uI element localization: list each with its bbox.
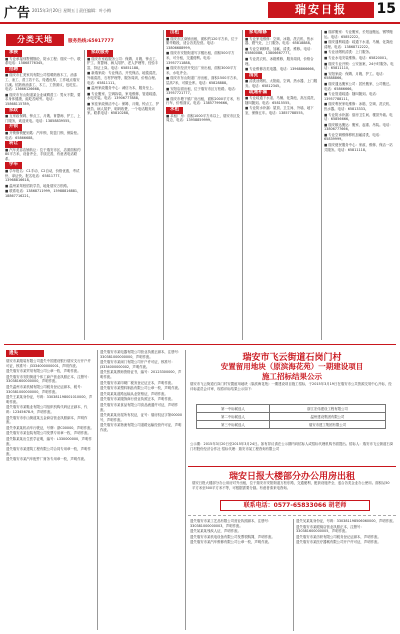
notice-item: 遗失瑞安市某眼镜店营业执照正本，注册号：330381600000005，声明作废。: [296, 524, 364, 534]
ad-item: ■ 瑞祥搬家：专业搬家、长短途搬运、钢琴搬运。电话：65852222。: [324, 30, 393, 39]
category-label: 清洗: [245, 73, 262, 80]
category-label: 招聘: [5, 67, 22, 74]
lost-notices-mid: [100, 350, 182, 631]
classified-column-3: [166, 30, 240, 340]
rent-hotline: 联系电话：0577-65833066 胡老师: [220, 500, 370, 511]
notice-item: 遗失李某某机动车行驶证，号牌：浙C00000，声明作废。: [6, 425, 94, 430]
ad-item: ■ 专业维修各类电器，电话：13968866666。: [245, 67, 318, 72]
lost-notice-header: 遗失: [6, 350, 44, 357]
classified-column-1: [5, 50, 82, 340]
column-divider: [321, 30, 322, 340]
section-transfer: [5, 141, 82, 161]
ad-item: ■ 温州家政服务中心：诚信为本，服务至上。: [87, 86, 156, 91]
tender-footer: [190, 442, 394, 464]
table-cell: 温州建设集团有限公司: [269, 413, 385, 421]
ad-item: ■ 专业防水补漏：厨房卫生间、楼顶外墙。电话：65856666。: [324, 112, 393, 122]
ad-item: ■ 互家政保姆、钟点工、月嫂、育婴师、护工，上门服务，欢迎来电。电话：13858839555。: [5, 114, 81, 123]
ad-item: ■ 新瑞家政：专业保洁、开荒保洁、地毯清洗、外墙清洗、石材护理等，服务周到，价格合理。电话：65811111。: [87, 71, 160, 85]
table-cell: 瑞安市建工集团有限公司: [269, 421, 385, 429]
notice-item: 遗失瑞安市某汽车配件厂财务专用章一枚，声明作废。: [6, 457, 88, 462]
ad-item: ■ 专业管道疏通：随叫随到。电话：13957788111。: [324, 92, 380, 101]
ad-item: ■ 瑞安顺达搬运：搬家、起重、吊装。电话：13806777666。: [324, 122, 393, 132]
section-divider: [188, 515, 396, 516]
section-label: 广告: [4, 6, 31, 21]
notice-item: 遗失瑞安市某建筑工程有限公司合同专用章一枚，声明作废。: [6, 447, 91, 456]
table-cell: 第二中标候选人: [197, 413, 270, 421]
notice-item: 遗失瑞安市某食品有限公司食品流通许可证，声明作废。: [100, 402, 178, 412]
classified-column-5: [324, 30, 396, 340]
ad-item: ■ 学车报名：C1手动、C2自动，价格优惠，考试快、拿证快。报名电话：65811777、13968816618。: [5, 169, 80, 183]
masthead: [0, 0, 400, 24]
ad-item: ■ 专业空调移机、加氟、清洗、维修。电话：65860088、13806667777。: [245, 46, 314, 56]
notice-item: 遗失瑞安市东山街道某五金商店营业执照副本，声明作废。: [6, 415, 88, 425]
ad-item: ■ 专业空调维修移机加氟清洗，电话：65839999。: [324, 132, 383, 142]
column-divider: [84, 50, 85, 340]
section-recruit: [5, 67, 82, 107]
ad-item: ■ 安阳店面出租，位于瑞安市区万松路。电话：13957721777。: [166, 86, 239, 96]
ad-item: ■ 瑞安通利疏通：疏通下水道、马桶、化粪池清理。电话：13868712222。: [324, 40, 393, 49]
notice-item: 遗失瑞安市某贸易有限公司公章一枚，声明作废。: [6, 369, 81, 374]
category-label: 开锁: [5, 124, 22, 131]
category-label: 学车: [5, 162, 22, 169]
classified-column-4: [245, 30, 319, 340]
page-number: 15: [376, 1, 396, 17]
category-label: 承接: [5, 50, 22, 57]
classified-banner: 分类天地: [6, 34, 64, 46]
notice-item: 遗失瑞安市某服饰商行营业执照正本，声明作废。: [100, 397, 175, 402]
ad-item: ■ 专业疏通下水道、马桶、化粪池，高压清洗，随叫随到。电话：65815555。: [245, 96, 318, 105]
ad-item: ■ 瑞安市东山街道某企业诚聘普工：男女不限，要求身体健康，能吃苦耐劳。电话：15868115789。: [5, 92, 81, 106]
table-cell: 第三中标候选人: [197, 421, 270, 429]
tender-title-1: 瑞安市飞云街道石岗门村: [242, 353, 342, 363]
ad-item: ■ 瑞安专业开锁：公安备案，24小时服务。电话：65811110。: [324, 61, 394, 71]
section-divider: [4, 344, 396, 345]
notice-item: 遗失吴某某身份证，号码：330381198506060000，声明作废。: [296, 519, 396, 523]
notice-item: 瑞安市某服装有限公司遗失中国建设银行瑞安支行开户许可证，核准号：J3334000000001，声明作废。: [6, 359, 91, 368]
section-housekeeping: [5, 108, 82, 124]
lost-notices-right-2: [296, 519, 396, 631]
ad-item: ■ 汽车美容店铺转让：位于瑞安市区，店面面积约80平方米，设备齐全，手续完善，有意者电话联系。: [5, 147, 81, 161]
date-line: 2015年3月20日 星期五 | 责任编辑：叶小梅: [32, 8, 111, 13]
table-row: [197, 405, 386, 413]
notice-item: 遗失瑞安市某包装有限公司发票专用章一枚，声明作废。: [6, 431, 91, 436]
category-label: 家电维修: [245, 30, 271, 37]
notice-item: 遗失陈某某出生医学证明，编号：L330000000，声明作废。: [6, 436, 92, 446]
category-label: 求租: [166, 107, 183, 114]
bid-result-table: [196, 404, 386, 429]
classified-column-2: [87, 50, 161, 340]
table-cell: 浙江宏伟建设工程有限公司: [269, 405, 385, 413]
column-divider: [97, 350, 98, 630]
ad-item: ■ 联系电话：13868711999、15988816881、18867716221。: [5, 189, 81, 199]
ad-item: ■ 专业承接别墅钢筋砼、防水工程；瑞安一中。联系电话：15868776345。: [5, 56, 81, 66]
lost-notices-right-1: [190, 519, 290, 631]
ad-item: ■ 专业家电维修：空调、冰箱、洗衣机、热水器、燃气灶，上门服务。电话：65818888。: [245, 36, 314, 46]
ad-item: ■ 开锁修锁配钥匙：汽车锁、防盗门锁、保险柜。电话：65866688。: [5, 130, 81, 140]
notice-item: 遗失瑞安市某医疗器械有限公司开户许可证，声明作废。: [296, 540, 381, 545]
ad-item: ■ 瑞安通达搬家公司：居民搬家、公司搬迁。电话：65866666。: [324, 81, 393, 91]
column-divider: [163, 30, 164, 340]
column-divider: [242, 30, 243, 340]
ad-item: ■ 瑞安市安阳街道写字楼出租，面积500平方米，可分租，交通便利。电话：13957711888。: [166, 51, 235, 65]
category-label: 疏通补漏: [245, 90, 271, 97]
category-label: 转让: [5, 141, 22, 148]
notice-item: 遗失黄某某房屋所有权证，证号：瑞房权证字第00000号，声明作废。: [100, 413, 182, 422]
notice-item: 遗失瑞安市某工艺品有限公司营业执照副本，注册号：330381000000003，声明作废。: [190, 519, 272, 528]
ad-item: ■ 瑞安市汇美家具有限公司招聘熟练木工、油漆工、油工、普工若干名，待遇优厚，工作地点瑞安江溪。招熟练油漆工、木工，工资面议，包吃住。电话：13666126668。: [5, 73, 80, 92]
ad-item: ■ 专业油烟机清洗：上门服务。: [324, 50, 373, 55]
notice-item: 遗失瑞安市某物流有限公司道路运输经营许可证，声明作废。: [100, 423, 182, 432]
ad-item: ■ 安阳家政：保姆、月嫂、护工。电话：65888866。: [324, 71, 386, 81]
category-label: 家政服务: [87, 50, 113, 57]
tender-title-2: 安置留用地块（原滨海花苑）一期建设项目: [220, 362, 364, 371]
ad-item: ■ 求租厂房：面积1000平方米以上，瑞安市区及周边，电话：13958859999。: [166, 113, 240, 123]
ad-item: ■ 专业防水补漏：屋顶、卫生间、外墙、地下室，保修五年。电话：13857788555。: [245, 106, 314, 115]
notice-item: 遗失瑞安市某鞋业有限公司组织机构代码证正副本，代码：12345678-9，声明作废。: [6, 405, 88, 414]
ad-item: ■ 瑞安便民服务中心：家政、维修、保洁一站式服务。电话：65811118。: [324, 143, 393, 152]
tender-title-3: 施工招标结果公示: [262, 372, 322, 381]
notice-item: 遗失周某某道路运输从业资格证，声明作废。: [100, 391, 168, 396]
ad-item: ■ 温州某驾校招收学员，地址瑞安万松路。: [5, 183, 71, 188]
table-row: [197, 413, 386, 421]
classified-hotline: 服务热线:65917777: [68, 39, 114, 44]
section-driving: [5, 162, 82, 198]
notice-item: 遗失瑞安市某纺织有限公司税务登记证副本，声明作废。: [296, 534, 381, 539]
rent-body-text: 瑞安日报大楼部分办公用房对外出租，位于瑞安市安阳街道万松东路，交通便利，配套设施齐全，适合各类企业办公使用。面积从50平方米至500平方米不等，可根据需要分割。有意者请来电咨询。: [192, 481, 390, 490]
section-locksmith: [5, 124, 82, 140]
column-divider: [185, 350, 186, 630]
tender-footer-text: 公示期：2015年3月20日至2015年3月24日。如有异议请在公示期内向招标人或招标代理机构书面提出。招标人：瑞安市飞云街道石岗门村股份经济合作社 招标代理：瑞安市某工程咨询有限公司: [190, 442, 394, 451]
ad-item: ■ 家佳家政保洁中心：保姆、月嫂、钟点工、护理员、病人陪护，明码收费，一个电话服务到家。联系电话：65810288。: [87, 101, 160, 116]
lost-notices-left: [6, 359, 94, 631]
category-label: 出租: [166, 30, 183, 37]
notice-item: 遗失温州市某机械有限公司税务登记证副本，税号：330381000000000，声明作废。: [6, 384, 84, 394]
notice-item: 遗失瑞安市某印刷厂税务登记证正本，声明作废。: [100, 380, 175, 385]
ad-item: ■ 瑞安利民家电维修：冰箱、空调、洗衣机、热水器。电话：65813333。: [324, 102, 393, 111]
ad-item: ■ 瑞安市家政服务公司：保姆、月嫂、钟点工、护工、育婴师、病人陪护、老人护理等，经验丰富，持证上岗。电话：65851188。: [87, 56, 160, 70]
notice-item: 遗失瑞安市某机电设备有限公司发票领购簿，声明作废。: [190, 534, 275, 539]
ad-item: ■ 专业搬家、空调拆装、家电维修、管道疏通、水电安装。电话：13906777888。: [87, 91, 160, 101]
notice-item: 遗失瑞安市某阀门有限公司开户许可证，核准号：J3334000000002，声明作废。: [100, 360, 175, 369]
category-label: 家政: [5, 108, 22, 115]
tender-table: [196, 404, 386, 440]
table-cell: 第一中标候选人: [197, 405, 270, 413]
section-contract: [5, 50, 82, 66]
ad-item: ■ 清洗油烟机、太阳能、空调、热水器，上门服务。电话：65812345。: [245, 79, 318, 88]
notice-item: 遗失某某某残疾人证，声明作废。: [190, 529, 241, 534]
rent-title: 瑞安日报大楼部分办公用房出租: [228, 472, 355, 482]
notice-item: 遗失王某某身份证，号码：330381198001010000，声明作废。: [6, 395, 93, 404]
ad-item: ■ 专业洗衣机、冰箱维修，服务周到，价格合理。: [245, 56, 314, 66]
notice-item: 遗失瑞安市某电器有限公司营业执照正副本，注册号：330381000000000，声明作废。: [100, 350, 182, 359]
tender-intro-text: 瑞安市飞云街道石岗门村安置留用地块（原滨海花苑）一期建设项目施工招标，于2015年3月19日在瑞安市公共资源交易中心开标，经评标委员会评审，现将评标结果公示如下：: [190, 382, 392, 391]
notice-item: 遗失瑞安市某塑料制品有限公司公章一枚，声明作废。: [100, 386, 182, 391]
notice-item: 遗失瑞安市安阳街道个体工商户营业执照正本，注册号：330381600000000，声明作废。: [6, 374, 91, 384]
tender-intro: [190, 382, 394, 402]
newspaper-logo: 瑞安日报: [268, 2, 374, 18]
ad-item: ■ 瑞安市经济开发区厂房出租，面积3000平方米，水电齐全。: [166, 66, 237, 75]
ad-item: ■ 瑞安市区商铺出租，面积约120平方米，位于繁华路段，适合各类经营。电话：13806688999。: [166, 36, 238, 50]
ad-item: ■ 瑞安市东山街道厂房出租，面积1500平方米，层高7米，可做仓库。电话：65828888。: [166, 76, 240, 85]
notice-item: 遗失瑞安市某汽车维修有限公司公章一枚，声明作废。: [190, 540, 272, 545]
ad-item: ■ 专业水电安装维修。电话：65820001。: [324, 55, 390, 60]
rent-body: [192, 481, 392, 499]
table-row: [197, 421, 386, 429]
section-divider: [188, 466, 396, 467]
column-divider: [293, 519, 294, 631]
notice-item: 遗失张某某教师资格证书，编号：20123300000，声明作废。: [100, 370, 182, 379]
ad-item: ■ 瑞安市塘下镇厂房出租，面积2000平方米，有行车，价格面议。电话：13857799666。: [166, 96, 240, 106]
